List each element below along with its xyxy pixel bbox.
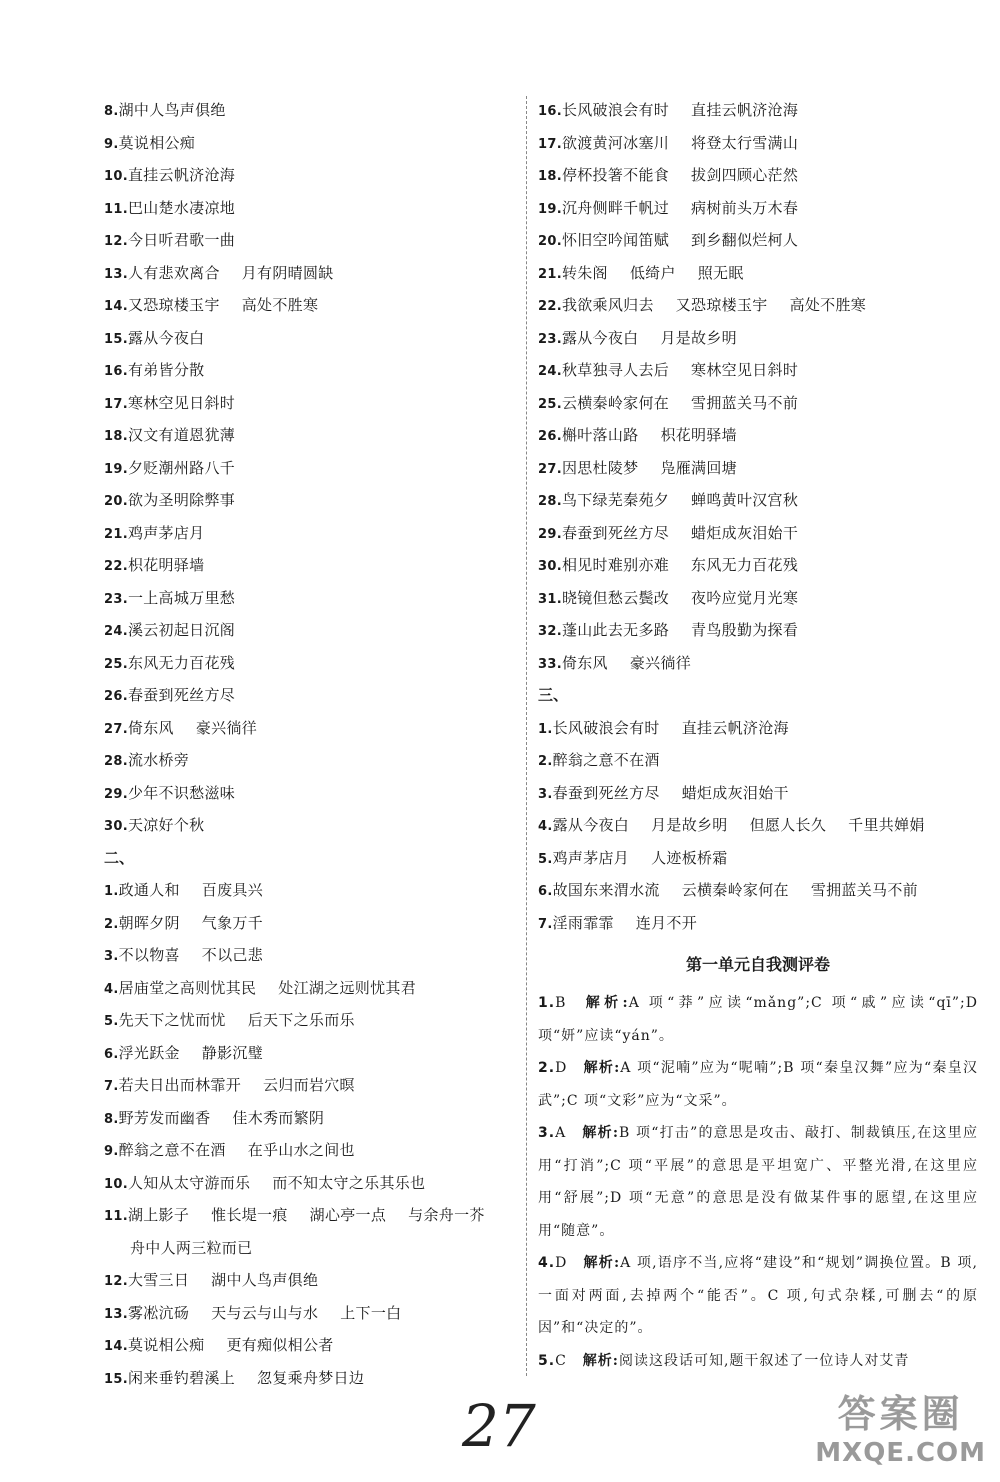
answer-list [538, 987, 978, 1377]
list-item [104, 1264, 509, 1297]
list-item [104, 322, 509, 355]
answer-choice: A [555, 1125, 567, 1141]
item-phrase: 枳花明驿墙 [127, 556, 205, 574]
item-phrase: 淫雨霏霏 [552, 913, 614, 932]
item-number: 21. [104, 526, 128, 542]
item-phrase: 直挂云帆济沧海 [691, 101, 799, 119]
list-item [538, 224, 978, 257]
item-phrase: 而不知太守之乐其乐也 [272, 1173, 426, 1192]
list-item [104, 809, 509, 842]
item-phrase: 莫说相公痴 [118, 133, 196, 152]
list-item [538, 127, 978, 160]
left-section-2b-list [104, 1264, 509, 1394]
item-phrase: 因思杜陵梦 [561, 458, 639, 477]
item-number: 2. [538, 754, 553, 769]
item-number: 2. [104, 916, 119, 932]
item-number: 26. [538, 429, 562, 444]
answer-item [538, 1117, 978, 1247]
item-number: 25. [538, 396, 562, 412]
item-phrase: 转朱阁 [561, 263, 608, 282]
item-number: 16. [104, 364, 128, 379]
left-section-2-list [104, 874, 509, 1232]
item-phrase: 气象万千 [201, 913, 263, 932]
list-item [104, 387, 509, 420]
item-number: 27. [104, 721, 128, 737]
item-phrase: 将登太行雪满山 [691, 133, 799, 152]
item-phrase: 欲为圣明除弊事 [127, 491, 236, 509]
item-phrase: 连月不开 [635, 913, 697, 932]
item-phrase: 湖中人鸟声俱绝 [211, 1271, 319, 1289]
item-phrase: 但愿人长久 [749, 816, 827, 834]
item-phrase: 溪云初起日沉阁 [127, 621, 236, 639]
item-phrase: 拔剑四顾心茫然 [691, 166, 799, 184]
item-number: 3. [538, 786, 553, 802]
item-phrase: 直挂云帆济沧海 [127, 166, 236, 184]
list-item [104, 94, 509, 127]
item-number: 4. [538, 819, 553, 834]
item-phrase: 我欲乘风归去 [561, 296, 654, 314]
page-number: 27 [462, 1392, 536, 1460]
answer-item [538, 1052, 978, 1117]
item-phrase: 倚东风 [561, 653, 608, 672]
item-phrase: 秋草独寻人去后 [561, 361, 670, 379]
item-number: 5. [104, 1014, 119, 1029]
item-phrase: 照无眠 [697, 263, 744, 282]
item-phrase: 政通人和 [118, 881, 180, 899]
item-phrase: 人有悲欢离合 [127, 263, 220, 282]
item-number: 15. [104, 1371, 128, 1387]
item-phrase: 槲叶落山路 [561, 426, 639, 444]
item-number: 12. [104, 234, 128, 249]
item-number: 6. [538, 884, 553, 899]
item-phrase: 不以物喜 [118, 946, 180, 964]
list-item [104, 647, 509, 680]
item-phrase: 春蚕到死丝方尽 [561, 523, 670, 542]
item-number: 15. [104, 331, 128, 347]
analysis-text: A 项“莽”应读“mǎng”;C 项“戚”应读“qī”;D 项“妍”应读“yán”。 [538, 995, 978, 1044]
list-item [104, 1037, 509, 1070]
item-number: 29. [104, 786, 128, 802]
item-phrase: 故国东来渭水流 [552, 881, 660, 899]
list-item [104, 1297, 509, 1330]
item-number: 24. [538, 364, 562, 379]
item-phrase: 天凉好个秋 [127, 816, 205, 834]
list-item [104, 744, 509, 777]
item-number: 30. [538, 559, 562, 574]
item-number: 12. [104, 1274, 128, 1289]
item-phrase: 人迹板桥霜 [651, 848, 728, 867]
item-phrase: 晓镜但愁云鬓改 [561, 588, 670, 607]
item-number: 8. [104, 104, 119, 119]
item-number: 10. [104, 1176, 128, 1192]
item-phrase: 青鸟殷勤为探看 [691, 621, 799, 639]
list-item [538, 192, 978, 225]
item-phrase: 蜡炬成灰泪始干 [681, 783, 789, 802]
item-phrase: 寒林空见日斜时 [691, 361, 799, 379]
item-phrase: 忽复乘舟梦日边 [257, 1368, 365, 1387]
item-phrase: 后天下之乐而乐 [247, 1011, 355, 1029]
item-phrase: 夕贬潮州路八千 [127, 458, 236, 477]
list-item [104, 907, 509, 940]
item-phrase: 醉翁之意不在酒 [552, 751, 660, 769]
item-number: 11. [104, 1209, 128, 1224]
list-item [538, 744, 978, 777]
item-phrase: 天与云与山与水 [211, 1303, 319, 1322]
item-number: 13. [104, 1306, 128, 1322]
watermark-line2: MXQE.COM [815, 1438, 986, 1468]
item-number: 27. [538, 461, 562, 477]
list-item [538, 419, 978, 452]
item-number: 29. [538, 526, 562, 542]
list-item [104, 159, 509, 192]
answer-choice: D [555, 1255, 568, 1271]
right-column [538, 94, 978, 1377]
item-phrase: 汉文有道恩犹薄 [127, 426, 236, 444]
item-phrase: 东风无力百花残 [691, 556, 799, 574]
list-item [538, 94, 978, 127]
item-phrase: 蝉鸣黄叶汉宫秋 [691, 491, 799, 509]
item-phrase: 东风无力百花残 [127, 653, 236, 672]
item-phrase: 更有痴似相公者 [226, 1336, 334, 1354]
item-phrase: 巴山楚水凄凉地 [127, 198, 236, 217]
item-phrase: 直挂云帆济沧海 [681, 718, 789, 737]
answer-item [538, 987, 978, 1052]
list-item [104, 777, 509, 810]
left-section-1-list [104, 94, 509, 842]
item-number: 14. [104, 299, 128, 314]
item-number: 33. [538, 656, 562, 672]
list-item [104, 939, 509, 972]
list-item [104, 1004, 509, 1037]
item-number: 26. [104, 689, 128, 704]
list-item [538, 322, 978, 355]
test-title: 第一单元自我测评卷 [685, 955, 830, 974]
item-phrase: 露从今夜白 [552, 816, 630, 834]
analysis-text: B 项“打击”的意思是攻击、敲打、制裁镇压,在这里应用“打消”;C 项“平展”的意思是平坦宽广、平整光滑,在这里应用“舒展”;D 项“无意”的意思是没有做某件事的愿望,在这里应用“随意”。 [538, 1125, 978, 1239]
analysis-label: 解析: [583, 1255, 621, 1271]
answer-item [538, 1345, 978, 1378]
list-item [104, 972, 509, 1005]
list-item [104, 224, 509, 257]
list-item [104, 582, 509, 615]
item-phrase: 豪兴徜徉 [629, 653, 692, 672]
item-phrase: 雪拥蓝关马不前 [810, 881, 918, 899]
item-phrase: 月是故乡明 [660, 328, 737, 347]
list-item [104, 192, 509, 225]
list-item [104, 1362, 509, 1395]
item-phrase: 莫说相公痴 [127, 1336, 205, 1354]
item-number: 8. [104, 1111, 119, 1127]
item-phrase: 高处不胜寒 [241, 296, 319, 314]
item-phrase: 朝晖夕阴 [118, 913, 180, 932]
item-phrase: 少年不识愁滋味 [127, 783, 236, 802]
item-number: 6. [104, 1046, 119, 1062]
item-number: 9. [104, 136, 119, 152]
item-phrase: 与余舟一芥 [408, 1206, 485, 1224]
list-item [104, 1134, 509, 1167]
item-number: 9. [104, 1144, 119, 1159]
right-section-2-list [538, 94, 978, 679]
list-item [538, 582, 978, 615]
list-item [104, 614, 509, 647]
item-phrase: 不以己悲 [201, 946, 263, 964]
list-item [538, 874, 978, 907]
item-number: 13. [104, 266, 128, 282]
list-item [104, 452, 509, 485]
item-phrase: 静影沉璧 [201, 1043, 263, 1062]
item-number: 23. [104, 591, 128, 607]
item-phrase: 一上高城万里愁 [127, 588, 236, 607]
list-item [538, 614, 978, 647]
item-number: 24. [104, 624, 128, 639]
item-number: 10. [104, 169, 128, 184]
item-phrase: 寒林空见日斜时 [127, 393, 236, 412]
item-phrase: 浮光跃金 [118, 1043, 180, 1062]
analysis-text: 阅读这段话可知,题干叙述了一位诗人对艾青 [618, 1352, 910, 1369]
item-number: 25. [104, 656, 128, 672]
item-phrase: 湖上影子 [127, 1206, 190, 1224]
column-divider [526, 96, 527, 1376]
item-phrase: 百废具兴 [201, 881, 263, 899]
answer-choice: C [555, 1352, 567, 1369]
item-number: 7. [104, 1079, 119, 1094]
section-3-heading: 三、 [538, 686, 569, 704]
item-number: 20. [104, 494, 128, 509]
item-phrase: 停杯投箸不能食 [561, 166, 670, 184]
answer-item [538, 1247, 978, 1345]
right-section-3-list [538, 712, 978, 940]
item-number: 5. [538, 851, 553, 867]
item-phrase: 雪拥蓝关马不前 [691, 393, 799, 412]
item-number: 17. [104, 396, 128, 412]
list-item [104, 679, 509, 712]
left-column [104, 94, 509, 1394]
list-item [104, 257, 509, 290]
item-phrase: 云横秦岭家何在 [681, 881, 789, 899]
item-number: 30. [104, 819, 128, 834]
watermark-line1: 答案圈 [837, 1391, 964, 1436]
watermark-logo [815, 1383, 986, 1468]
item-phrase: 凫雁满回塘 [660, 458, 737, 477]
item-phrase: 若夫日出而林霏开 [118, 1076, 241, 1094]
list-item [104, 712, 509, 745]
item-phrase: 怀旧空吟闻笛赋 [561, 231, 670, 249]
analysis-label: 解析: [583, 1060, 621, 1076]
answer-number: 2. [538, 1060, 556, 1076]
section-2-heading: 二、 [104, 848, 135, 867]
item-phrase: 鸡声茅店月 [552, 848, 630, 867]
item-phrase: 有弟皆分散 [127, 361, 205, 379]
item-phrase: 露从今夜白 [127, 328, 205, 347]
item-number: 4. [104, 981, 119, 997]
list-item [104, 1069, 509, 1102]
item-phrase: 长风破浪会有时 [561, 101, 670, 119]
list-item [104, 1329, 509, 1362]
list-item [104, 289, 509, 322]
list-item [538, 159, 978, 192]
list-item [538, 809, 978, 842]
item-number: 18. [538, 169, 562, 184]
item-number: 16. [538, 104, 562, 119]
list-item [104, 419, 509, 452]
item-phrase: 月是故乡明 [651, 816, 728, 834]
item-number: 31. [538, 591, 562, 607]
list-item [104, 127, 509, 160]
item-phrase: 千里共婵娟 [848, 816, 925, 834]
analysis-text: A 项,语序不当,应将“建设”和“规划”调换位置。B 项,一面对两面,去掉两个“能否”。C 项,句式杂糅,可删去“的原因”和“决定的”。 [538, 1255, 979, 1336]
list-item [538, 907, 978, 940]
item-phrase: 露从今夜白 [561, 328, 639, 347]
item-number: 28. [538, 494, 562, 509]
item-number: 17. [538, 136, 562, 152]
item-number: 22. [104, 559, 128, 574]
list-item [538, 257, 978, 290]
item-phrase: 枳花明驿墙 [660, 426, 737, 444]
analysis-label: 解析: [582, 1125, 620, 1141]
list-item [538, 712, 978, 745]
item-number: 3. [104, 949, 119, 964]
item-phrase: 人知从太守游而乐 [127, 1173, 251, 1192]
item-phrase: 倚东风 [127, 718, 174, 737]
item-phrase: 鸡声茅店月 [127, 523, 205, 542]
list-item [538, 289, 978, 322]
list-item [104, 874, 509, 907]
item-phrase: 又恐琼楼玉宇 [127, 296, 220, 314]
list-item [104, 1102, 509, 1135]
item-phrase: 月有阴晴圆缺 [241, 263, 334, 282]
item-phrase: 春蚕到死丝方尽 [127, 686, 236, 704]
item-phrase: 湖中人鸟声俱绝 [118, 101, 226, 119]
item-phrase: 蜡炬成灰泪始干 [691, 523, 799, 542]
item-phrase: 沉舟侧畔千帆过 [561, 198, 670, 217]
item-number: 23. [538, 331, 562, 347]
item-number: 32. [538, 624, 562, 639]
item-phrase: 湖心亭一点 [309, 1206, 387, 1224]
list-item [538, 549, 978, 582]
list-item [538, 517, 978, 550]
item-number: 28. [104, 754, 128, 769]
item-phrase: 先天下之忧而忧 [118, 1011, 226, 1029]
item-phrase: 流水桥旁 [127, 751, 190, 769]
item-number: 20. [538, 234, 562, 249]
item-phrase: 长风破浪会有时 [552, 718, 660, 737]
item-phrase: 居庙堂之高则忧其民 [118, 978, 257, 997]
answer-choice: D [555, 1060, 568, 1076]
item-number: 14. [104, 1339, 128, 1354]
item-phrase: 在乎山水之间也 [247, 1141, 355, 1159]
list-item [538, 777, 978, 810]
answer-number: 4. [538, 1255, 556, 1271]
item-phrase: 相见时难别亦难 [561, 556, 670, 574]
analysis-text: A 项“泥喃”应为“呢喃”;B 项“秦皇汉舞”应为“秦皇汉武”;C 项“文彩”应为“文采”。 [538, 1060, 978, 1109]
item-phrase: 大雪三日 [127, 1271, 190, 1289]
item-phrase: 夜吟应觉月光寒 [691, 588, 799, 607]
item-number: 11. [104, 201, 128, 217]
item-number: 22. [538, 299, 562, 314]
list-item [538, 452, 978, 485]
item-phrase: 病树前头万木春 [691, 198, 799, 217]
list-item [538, 387, 978, 420]
item-phrase: 惟长堤一痕 [211, 1206, 288, 1224]
item-number: 19. [538, 201, 562, 217]
analysis-label: 解析: [582, 1352, 619, 1369]
list-item [104, 517, 509, 550]
list-item-continuation: 舟中人两三粒而已 [130, 1238, 253, 1257]
item-phrase: 雾凇沆砀 [127, 1303, 190, 1322]
item-phrase: 醉翁之意不在酒 [118, 1141, 226, 1159]
item-phrase: 云归而岩穴暝 [263, 1076, 355, 1094]
item-phrase: 春蚕到死丝方尽 [552, 783, 660, 802]
item-phrase: 又恐琼楼玉宇 [675, 296, 768, 314]
item-phrase: 今日听君歌一曲 [127, 231, 236, 249]
list-item [538, 484, 978, 517]
list-item [104, 484, 509, 517]
list-item [104, 549, 509, 582]
item-phrase: 佳木秀而繁阴 [232, 1108, 325, 1127]
list-item [538, 354, 978, 387]
answer-number: 3. [538, 1125, 556, 1141]
list-item [538, 647, 978, 680]
item-phrase: 欲渡黄河冰塞川 [561, 133, 670, 152]
item-phrase: 鸟下绿芜秦苑夕 [561, 491, 670, 509]
item-number: 1. [538, 721, 553, 737]
list-item [104, 1167, 509, 1200]
item-number: 7. [538, 916, 553, 932]
item-phrase: 高处不胜寒 [789, 296, 867, 314]
item-phrase: 野芳发而幽香 [118, 1108, 211, 1127]
item-number: 1. [104, 884, 119, 899]
analysis-label: 解析: [582, 995, 629, 1011]
list-item [538, 842, 978, 875]
answer-choice: B [555, 995, 567, 1011]
answer-number: 1. [538, 995, 556, 1011]
item-phrase: 云横秦岭家何在 [561, 393, 670, 412]
item-phrase: 豪兴徜徉 [195, 718, 258, 737]
item-phrase: 闲来垂钓碧溪上 [127, 1368, 236, 1387]
item-number: 21. [538, 266, 562, 282]
item-number: 19. [104, 461, 128, 477]
item-number: 18. [104, 429, 128, 444]
list-item [104, 354, 509, 387]
answer-number: 5. [538, 1352, 556, 1369]
item-phrase: 低绮户 [629, 263, 676, 282]
item-phrase: 到乡翻似烂柯人 [691, 231, 799, 249]
list-item [104, 1199, 509, 1232]
item-phrase: 上下一白 [340, 1303, 402, 1322]
item-phrase: 处江湖之远则忧其君 [278, 978, 416, 997]
item-phrase: 蓬山此去无多路 [561, 621, 670, 639]
